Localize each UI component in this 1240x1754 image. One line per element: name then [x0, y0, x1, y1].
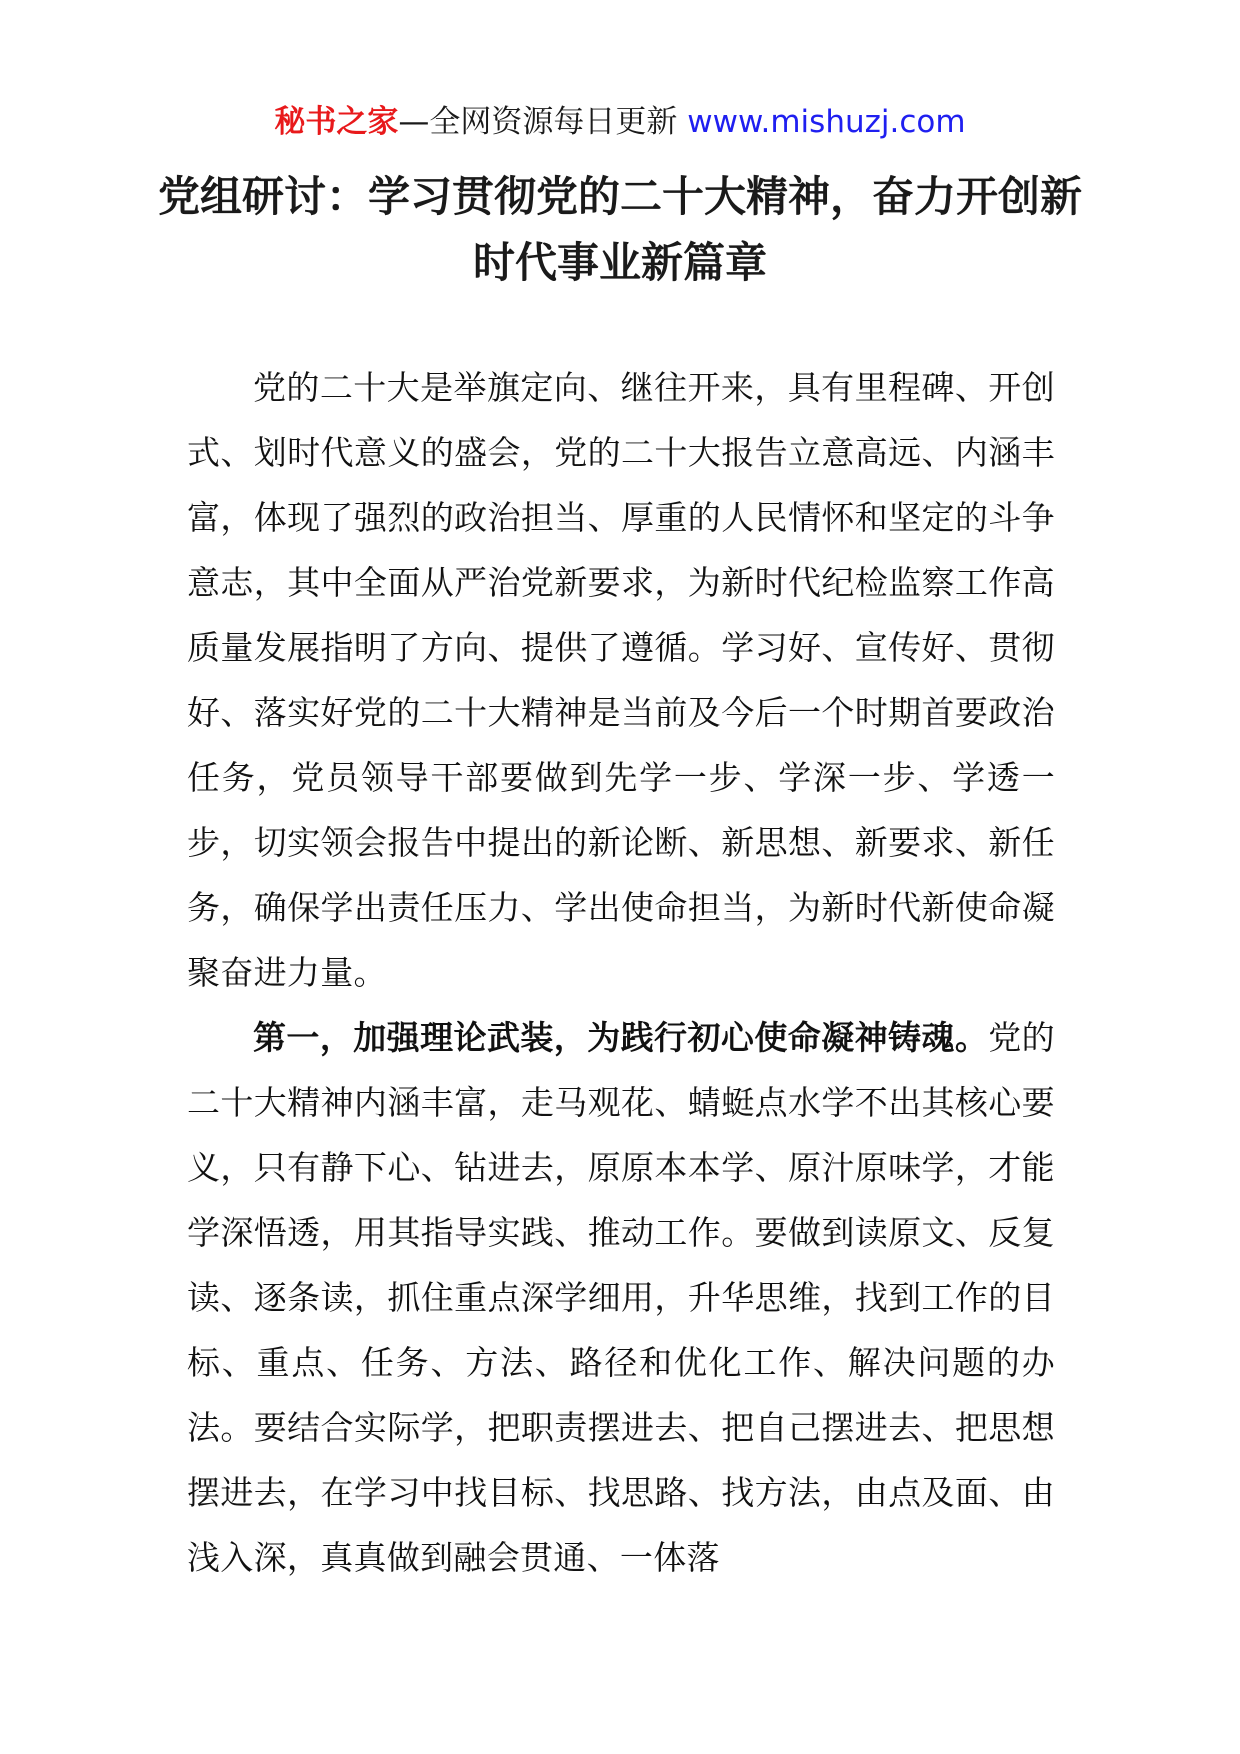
document-title: 党组研讨：学习贯彻党的二十大精神，奋力开创新时代事业新篇章	[157, 172, 1082, 287]
paragraph-first-point	[187, 1005, 1055, 1590]
paragraph-intro: 党的二十大是举旗定向、继往开来，具有里程碑、开创式、划时代意义的盛会，党的二十大报告立意高远、内涵丰富，体现了强烈的政治担当、厚重的人民情怀和坚定的斗争意志，其中全面从严治党新要求，为新时代纪检监察工作高质量发展指明了方向、提供了遵循。学习好、宣传好、贯彻好、落实好党的二十大精神是当前及今后一个时期首要政治任务，党员领导干部要做到先学一步、学深一步、学透一步，切实领会报告中提出的新论断、新思想、新要求、新任务，确保学出责任压力、学出使命担当，为新时代新使命凝聚奋进力量。	[187, 368, 1055, 992]
paragraph-lead-heading: 第一，加强理论武装，为践行初心使命凝神铸魂。	[253, 1018, 989, 1057]
brand-name: 秘书之家	[274, 104, 399, 140]
site-header	[0, 100, 1240, 144]
paragraph-first-point-text: 党的二十大精神内涵丰富，走马观花、蜻蜓点水学不出其核心要义，只有静下心、钻进去，原原本本学、原汁原味学，才能学深悟透，用其指导实践、推动工作。要做到读原文、反复读、逐条读，抓住重点深学细用，升华思维，找到工作的目标、重点、任务、方法、路径和优化工作、解决问题的办法。要结合实际学，把职责摆进去、把自己摆进去、把思想摆进去，在学习中找目标、找思路、找方法，由点及面、由浅入深，真真做到融会贯通、一体落	[187, 1018, 1055, 1577]
site-url-link[interactable]: www.mishuzj.com	[687, 104, 966, 140]
document-body	[187, 355, 1055, 1590]
header-slogan: —全网资源每日更新	[398, 104, 678, 140]
